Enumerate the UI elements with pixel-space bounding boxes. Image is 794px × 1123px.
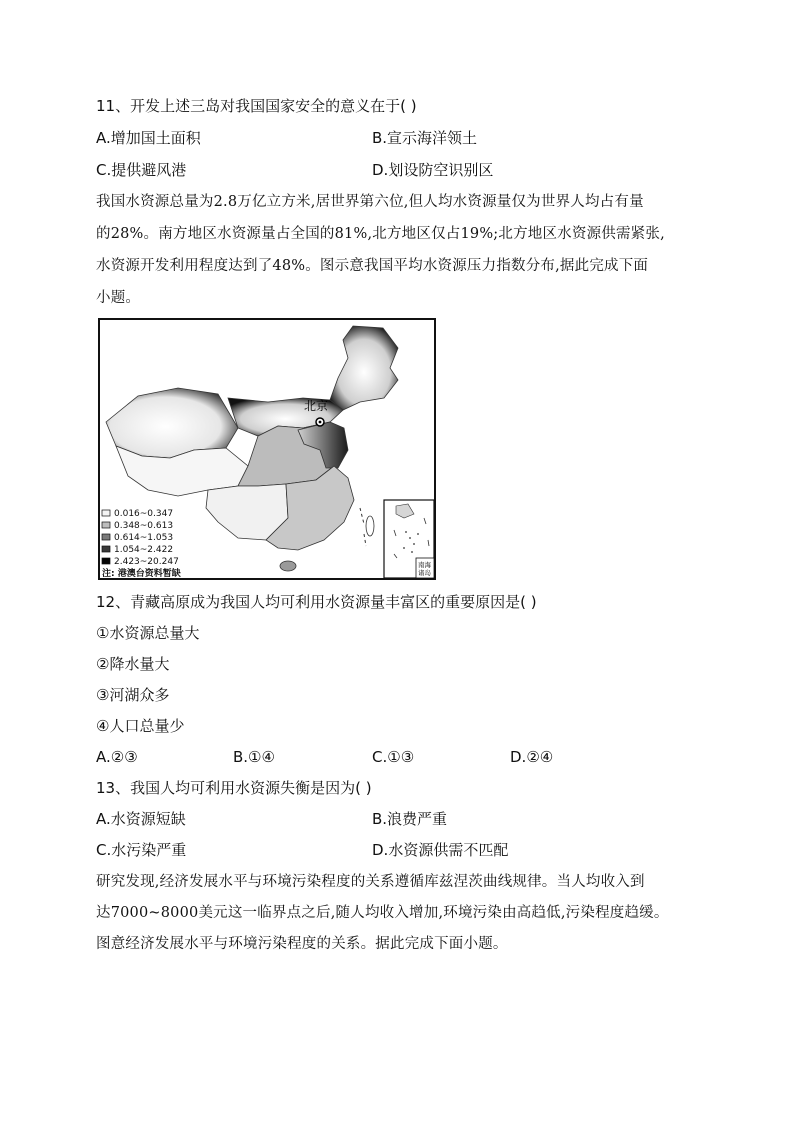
q12-option-c: C.①③	[372, 748, 415, 766]
legend-label-2: 0.348~0.613	[114, 521, 174, 531]
passage1-line-2: 的28%。南方地区水资源量占全国的81%,北方地区仅占19%;北方地区水资源供需紧张,	[96, 226, 665, 242]
q12-stem: 12、青藏高原成为我国人均可利用水资源量丰富区的重要原因是( )	[96, 593, 537, 611]
taiwan-island	[366, 516, 374, 536]
legend-label-1: 0.016~0.347	[114, 509, 174, 519]
passage2-line-3: 图意经济发展水平与环境污染程度的关系。据此完成下面小题。	[96, 936, 508, 952]
q11-option-a: A.增加国土面积	[96, 129, 201, 147]
q12-option-b: B.①④	[233, 748, 275, 766]
legend-label-4: 1.054~2.422	[114, 545, 174, 555]
hainan-island	[280, 561, 296, 571]
legend-swatch-4	[102, 546, 110, 552]
legend-swatch-1	[102, 510, 110, 516]
passage1-line-1: 我国水资源总量为2.8万亿立方米,居世界第六位,但人均水资源量仅为世界人均占有量	[96, 194, 644, 210]
q12-item-4: ④人口总量少	[96, 717, 185, 735]
passage2-line-1: 研究发现,经济发展水平与环境污染程度的关系遵循库兹涅茨曲线规律。当人均收入到	[96, 874, 645, 890]
water-stress-map	[98, 318, 436, 580]
q12-option-d: D.②④	[510, 748, 554, 766]
passage1-line-3: 水资源开发利用程度达到了48%。图示意我国平均水资源压力指数分布,据此完成下面	[96, 258, 649, 274]
q11-option-b: B.宣示海洋领土	[372, 129, 478, 147]
q12-item-2: ②降水量大	[96, 655, 170, 673]
q11-option-d: D.划设防空识别区	[372, 161, 494, 179]
beijing-label: 北京	[304, 399, 329, 413]
legend-swatch-2	[102, 522, 110, 528]
q11-stem: 11、开发上述三岛对我国国家安全的意义在于( )	[96, 97, 417, 115]
inset-label-2: 诸岛	[418, 569, 431, 577]
legend-swatch-3	[102, 534, 110, 540]
passage2-line-2: 达7000~8000美元这一临界点之后,随人均收入增加,环境污染由高趋低,污染程度趋缓。	[96, 905, 669, 921]
q13-option-a: A.水资源短缺	[96, 810, 186, 828]
legend-label-5: 2.423~20.247	[114, 557, 179, 567]
q13-option-d: D.水资源供需不匹配	[372, 841, 509, 859]
q11-option-c: C.提供避风港	[96, 161, 187, 179]
q13-stem: 13、我国人均可利用水资源失衡是因为( )	[96, 779, 372, 797]
q13-option-b: B.浪费严重	[372, 810, 448, 828]
q12-item-1: ①水资源总量大	[96, 624, 200, 642]
legend-label-3: 0.614~1.053	[114, 533, 174, 543]
q12-item-3: ③河湖众多	[96, 686, 170, 704]
q12-option-a: A.②③	[96, 748, 138, 766]
passage1-line-4: 小题。	[96, 290, 141, 306]
map-note: 注: 港澳台资料暂缺	[102, 569, 181, 579]
legend-swatch-5	[102, 558, 110, 564]
q13-option-c: C.水污染严重	[96, 841, 187, 859]
inset-label-1: 南海	[418, 561, 431, 569]
